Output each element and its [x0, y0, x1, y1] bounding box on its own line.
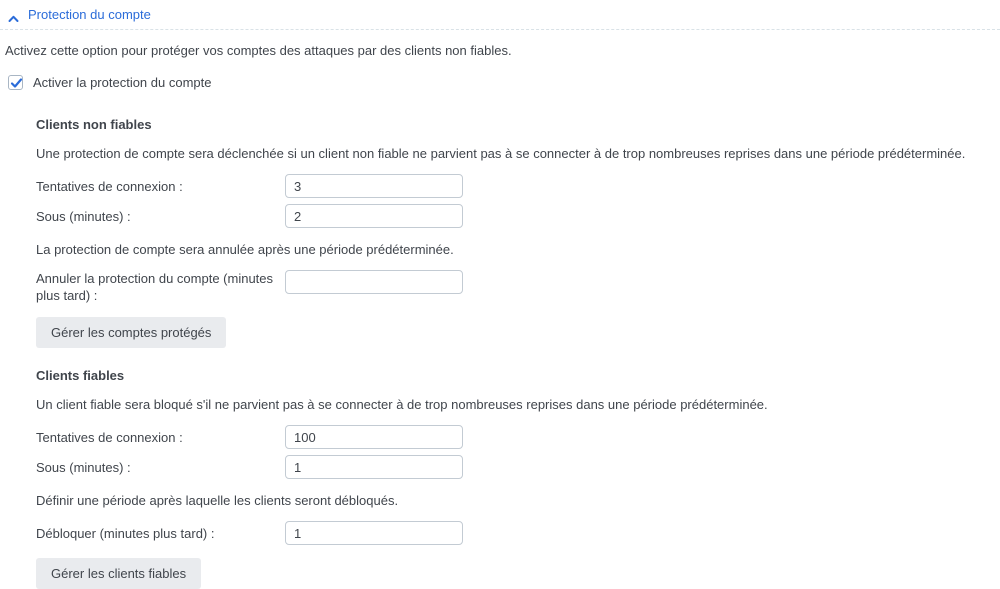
within-minutes-label: Sous (minutes) :	[36, 208, 131, 224]
manage-trusted-clients-button[interactable]: Gérer les clients fiables	[36, 558, 201, 589]
cancel-protection-label: Annuler la protection du compte (minutes plus tard) :	[36, 271, 274, 303]
unblock-input[interactable]	[285, 521, 463, 545]
untrusted-login-attempts-input[interactable]	[285, 174, 463, 198]
trusted-description: Un client fiable sera bloqué s'il ne parvient pas à se connecter à de trop nombreuses reprises dans une période prédéterminée.	[36, 397, 768, 412]
chevron-up-icon	[8, 11, 19, 19]
cancel-protection-input[interactable]	[285, 270, 463, 294]
unblock-note: Définir une période après laquelle les clients seront débloqués.	[36, 493, 399, 508]
section-header-account-protection[interactable]	[0, 0, 1000, 28]
untrusted-description: Une protection de compte sera déclenchée si un client non fiable ne parvient pas à se connecter à de trop nombreuses reprises dans une période prédéterminée.	[36, 146, 966, 161]
enable-protection-checkbox[interactable]	[8, 75, 1000, 90]
untrusted-clients-section	[36, 117, 1000, 589]
unblock-label: Débloquer (minutes plus tard) :	[36, 525, 215, 541]
untrusted-login-attempts-row	[36, 174, 1000, 198]
trusted-heading: Clients fiables	[36, 368, 125, 383]
untrusted-heading: Clients non fiables	[36, 117, 152, 132]
page-title: Protection du compte	[28, 7, 151, 22]
login-attempts-label: Tentatives de connexion :	[36, 429, 183, 445]
cancel-protection-row	[36, 270, 1000, 304]
within-minutes-label: Sous (minutes) :	[36, 459, 131, 475]
intro-text: Activez cette option pour protéger vos comptes des attaques par des clients non fiables.	[5, 43, 512, 58]
enable-protection-label: Activer la protection du compte	[33, 75, 212, 90]
trusted-within-minutes-row	[36, 455, 1000, 479]
login-attempts-label: Tentatives de connexion :	[36, 178, 183, 194]
dashed-separator	[0, 29, 1000, 30]
unblock-row	[36, 521, 1000, 545]
trusted-within-minutes-input[interactable]	[285, 455, 463, 479]
checkbox-checked-icon[interactable]	[8, 75, 23, 90]
untrusted-within-minutes-input[interactable]	[285, 204, 463, 228]
manage-protected-accounts-button[interactable]: Gérer les comptes protégés	[36, 317, 226, 348]
cancel-protection-note: La protection de compte sera annulée après une période prédéterminée.	[36, 242, 454, 257]
trusted-login-attempts-input[interactable]	[285, 425, 463, 449]
untrusted-within-minutes-row	[36, 204, 1000, 228]
trusted-login-attempts-row	[36, 425, 1000, 449]
